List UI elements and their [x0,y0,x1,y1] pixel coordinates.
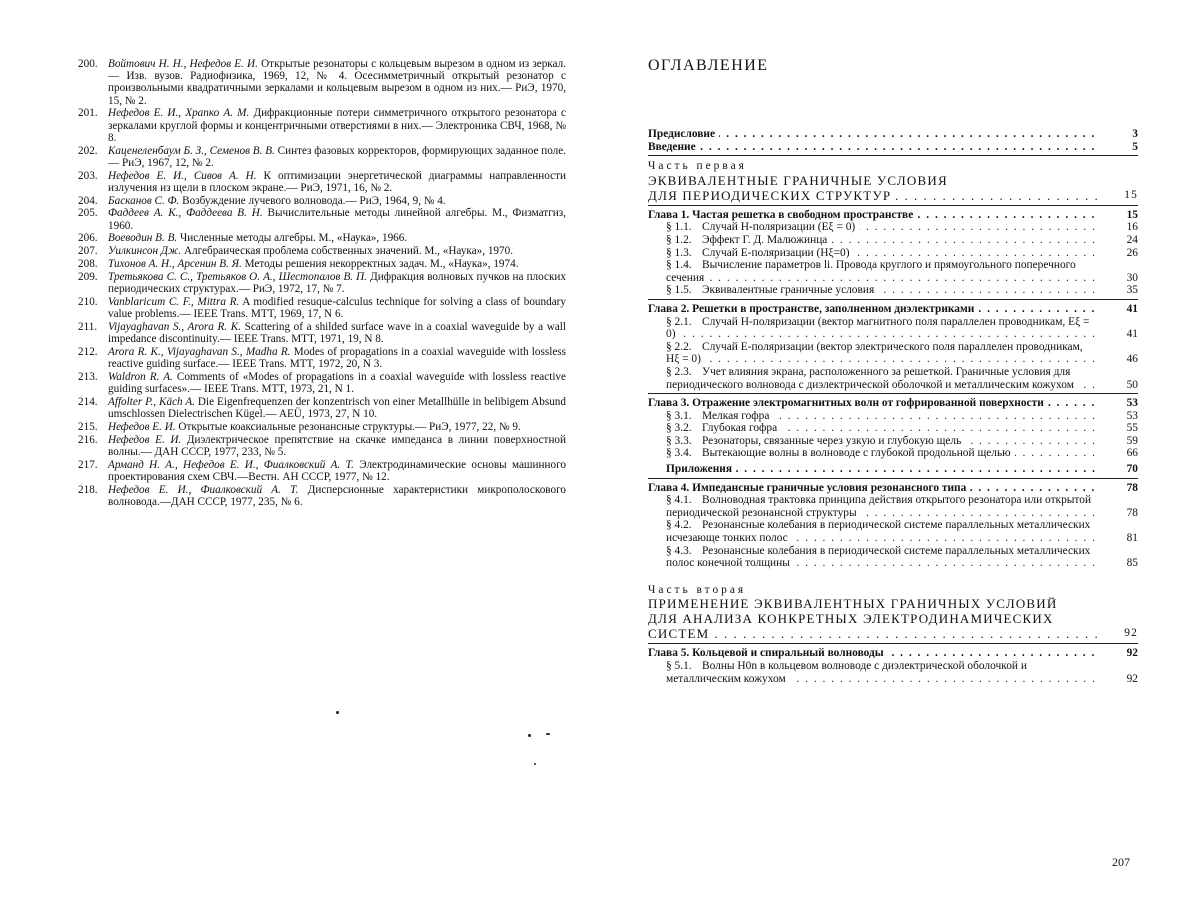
section-number: § 4.3. [666,544,692,557]
reference-authors: Каценеленбаум Б. З., Семенов В. В. [108,144,275,157]
reference-authors: Нефедов Е. И., Сивов А. Н. [108,169,257,182]
reference-text [108,145,566,169]
reference-text [108,434,566,458]
reference-authors: Arora R. K., Vijayaghavan S., Madha R. [108,345,291,358]
section-title [666,247,854,259]
section-number: § 2.2. [666,340,692,353]
reference-number: 208. [78,258,98,270]
section-title [666,447,1015,459]
section-label: Случай H-поляризации (вектор магнитного поля параллелен проводникам, Eξ = 0) [666,315,1090,341]
section-number: § 1.2. [666,233,692,246]
reference-entry [78,232,566,244]
divider [648,478,1138,479]
section-title [666,494,1091,519]
toc-section-entry[interactable] [648,247,1138,260]
reference-text [108,271,566,295]
reference-title: Дисперсионные характеристики микрополоскового волновода.—ДАН СССР, 1977, 235, № 6. [108,483,566,508]
toc-section-entry[interactable] [648,545,1138,570]
reference-title: Алгебраическая проблема собственных значений. М., «Наука», 1970. [181,245,514,258]
toc-page-number: 66 [1126,447,1138,460]
section-title [666,221,859,233]
reference-authors: Vanblaricum C. F., Mittra R. [108,295,240,308]
divider [648,393,1138,394]
reference-number: 200. [78,58,98,70]
section-label: Волноводная трактовка принципа действия открытого резонатора или открытой периодической резонансной структуры [666,494,1092,519]
reference-authors: Нефедов Е. И., Фиалковский А. Т. [108,483,299,496]
toc-entry-label: Предисловие [648,128,719,140]
reference-title: Численные методы алгебры. М., «Наука», 1966. [177,232,408,245]
reference-entry [78,107,566,144]
section-title [666,259,1076,284]
reference-text [108,396,566,420]
toc-section-entry[interactable] [648,341,1138,366]
toc-section-entry[interactable] [648,221,1138,234]
section-label: Глубокая гофра [702,422,778,435]
section-label: Резонаторы, связанные через узкую и глубокую щель [702,434,962,447]
reference-text [108,58,566,107]
section-label: Учет влияния экрана, расположенного за решеткой. Граничные условия для периодического волновода с диэлектрической оболочкой и металлическим кожухом [666,365,1074,391]
reference-number: 207. [78,245,98,258]
reference-text [108,296,566,320]
section-number: § 2.1. [666,315,692,328]
reference-number: 217. [78,458,98,471]
reference-number: 213. [78,370,98,383]
section-title [666,422,781,434]
reference-entry [78,434,566,458]
part-title-line: СИСТЕМ [648,626,713,641]
reference-number: 206. [78,232,98,245]
reference-entry [78,421,566,433]
reference-number: 211. [78,320,98,333]
toc-section-entry[interactable] [648,519,1138,544]
toc-page-number: 59 [1126,434,1138,447]
reference-number: 201. [78,107,98,120]
section-label: Случай H-поляризации (Eξ = 0) [702,221,856,234]
reference-number: 209. [78,270,98,283]
section-label: Резонансные колебания в периодической системе параллельных металлических исчезающе тонких полос [666,519,1091,545]
reference-number: 203. [78,169,98,182]
toc-section-entry[interactable] [648,494,1138,519]
reference-title: Электродинамические основы машинного проектирования схем СВЧ.—Вестн. АН СССР, 1977, № 12. [108,458,566,483]
toc-page-number: 41 [1126,302,1138,315]
reference-title: Дифракционные потери симметричного открытого резонатора с зеркалами круглой формы и концентричными отверстиями в них.— Электроника СВЧ, 1968, № 8. [108,107,566,144]
section-number: § 3.3. [666,434,692,447]
divider [648,155,1138,156]
reference-entry [78,484,566,508]
reference-authors: Waldron R. A. [108,370,173,383]
reference-title: Возбуждение лучевого волновода.— РиЭ, 1964, 9, № 4. [179,194,446,207]
section-label: Резонансные колебания в периодической системе параллельных металлических полос конечной толщины [666,544,1091,570]
reference-entry [78,346,566,370]
reference-entry [78,271,566,295]
reference-entry [78,170,566,194]
reference-entry [78,296,566,320]
section-title [666,435,965,447]
section-number: § 4.2. [666,519,692,532]
reference-title: Дифракция волновых пучков на плоских периодических структурах.— РиЭ, 1972, 17, № 7. [108,270,566,295]
section-title [666,341,1083,366]
toc-section-entry[interactable] [648,366,1138,391]
print-speck [546,733,550,735]
reference-authors: Тихонов А. Н., Арсенин В. Я. [108,258,242,270]
toc-page-number: 5 [1132,140,1138,153]
reference-text [108,321,566,345]
section-label: Вычисление параметров li. Провода круглого и прямоугольного поперечного сечения [666,259,1076,284]
section-number: § 3.2. [666,422,692,435]
toc-entry-appendix[interactable] [648,463,1138,476]
divider [648,205,1138,206]
divider [648,643,1138,644]
reference-title: Scattering of a shilded surface wave in a coaxial waveguide by a wall impedance discontinuity.— IEEE Trans. MTT, 1971, 19, N 8. [108,320,567,345]
reference-title: Вычислительные методы линейной алгебры. М., Физматгиз, 1960. [108,207,566,232]
section-label: Волны H0n в кольцевом волноводе с диэлектрической оболочкой и металлическим кожухом [666,660,1027,685]
reference-entry [78,245,566,257]
section-title [666,366,1078,391]
reference-authors: Фаддеев А. К., Фаддеева В. Н. [108,207,263,220]
chapter-title: Глава 3. Отражение электромагнитных волн от гофрированной поверхности [648,397,1048,409]
toc-page-number: 41 [1126,328,1138,341]
toc-entry-preface[interactable] [648,128,1138,141]
section-label: Эффект Г. Д. Малюжинца [702,233,828,246]
chapter-title: Глава 4. Импедансные граничные условия резонансного типа [648,482,970,494]
part-title-line: ДЛЯ АНАЛИЗА КОНКРЕТНЫХ ЭЛЕКТРОДИНАМИЧЕСКИХ [648,611,1054,627]
toc-section-entry[interactable] [648,435,1138,448]
reference-text [108,207,566,231]
page-number: 207 [1112,855,1130,869]
chapter-title: Глава 1. Частая решетка в свободном пространстве [648,209,917,221]
reference-authors: Басканов С. Ф. [108,194,180,207]
reference-authors: Воеводин В. В. [108,232,178,245]
reference-text [108,459,566,483]
part-title-line: ЭКВИВАЛЕНТНЫЕ ГРАНИЧНЫЕ УСЛОВИЯ [648,172,948,188]
toc-entry-chapter-5[interactable] [648,647,1138,660]
section-number: § 1.4. [666,259,692,272]
reference-number: 214. [78,395,98,408]
toc-section-entry[interactable] [648,410,1138,423]
reference-authors: Войтович Н. Н., Нефедов Е. И. [108,58,258,70]
reference-authors: Vijayaghavan S., Arora R. K. [108,320,242,333]
toc-page-number: 46 [1126,353,1138,366]
print-speck [528,734,531,737]
section-number: § 5.1. [666,660,692,672]
section-label: Случай E-поляризации (Hξ=0) [702,246,850,259]
reference-title: A modified resuque-calculus technique for solving a class of boundary value problems.— IEEE Trans. MTT, 1969, 17, N 6. [108,295,566,320]
toc-page-number: 78 [1126,506,1138,519]
reference-authors: Уилкинсон Дж. [108,245,182,258]
reference-text [108,346,566,370]
section-number: § 4.1. [666,494,692,507]
part-label: Часть первая [648,160,747,173]
reference-text [108,371,566,395]
toc-entry-intro[interactable] [648,141,1138,154]
toc-page-number: 85 [1126,557,1138,570]
reference-entry [78,371,566,395]
reference-entry [78,195,566,207]
reference-title: Открытые коаксиальные резонансные структуры.— РиЭ, 1977, 22, № 9. [175,420,521,433]
toc-entry-chapter-3[interactable] [648,397,1138,410]
toc-section-entry[interactable] [648,234,1138,247]
reference-title: Синтез фазовых корректоров, формирующих заданное поле.— РиЭ, 1967, 12, № 2. [108,144,566,169]
reference-text [108,195,566,207]
reference-text [108,421,566,433]
reference-text [108,484,566,508]
chapter-title: Глава 5. Кольцевой и спиральный волноводы [648,647,888,659]
reference-number: 215. [78,420,98,433]
toc-section-entry[interactable] [648,284,1138,297]
toc-page-number: 81 [1126,532,1138,545]
bibliography-list [78,58,566,509]
section-number: § 1.5. [666,284,692,297]
section-number: § 1.1. [666,221,692,234]
reference-entry [78,145,566,169]
reference-title: Comments of «Modes of propagations in a coaxial waveguide with lossless reactive guiding surfaces».— IEEE Trans. MTT, 1973, 21, N 1. [108,370,566,395]
reference-authors: Третьякова С. С., Третьяков О. А., Шестопалов В. П. [108,270,368,283]
reference-authors: Нефедов Е. И., Храпко А. М. [108,107,250,120]
section-label: Вытекающие волны в волноводе с глубокой продольной щелью [702,447,1011,460]
section-number: § 3.1. [666,409,692,422]
section-number: § 1.3. [666,246,692,259]
table-of-contents [648,128,1138,685]
reference-text [108,258,566,270]
toc-entry-chapter-4[interactable] [648,482,1138,495]
reference-title: Открытые резонаторы с кольцевым вырезом в одном из зеркал.— Изв. вузов. Радиофизика, 1969, 12, № 4. Осесимметричный открытый резонатор с произвольными квадратичными зеркалами и кольцевым вырезом в одном из них.— РиЭ, 1970, 15, № 2. [108,58,567,107]
toc-page-number: 53 [1126,409,1138,422]
reference-text [108,245,566,257]
reference-entry [78,258,566,270]
section-title [666,660,1027,685]
divider [648,299,1138,300]
reference-title: Modes of propagations in a coaxial waveguide with lossless reactive guiding surface.— IEEE Trans. MTT, 1972, 20, N 3. [108,345,566,370]
reference-title: К оптимизации энергетической диаграммы направленности излучения из щели в плоском экране.— РиЭ, 1971, 16, № 2. [108,169,566,194]
toc-entry-label: Приложения [666,463,736,475]
toc-section-entry[interactable] [648,259,1138,284]
reference-authors: Нефедов Е. И. [108,420,176,433]
toc-page-number: 70 [1126,463,1138,476]
reference-text [108,107,566,144]
reference-entry [78,207,566,231]
toc-page-number: 24 [1126,233,1138,246]
toc-entry-part2[interactable] [648,626,1138,641]
toc-page-number: 16 [1126,221,1138,234]
reference-authors: Affolter P., Käch A. [108,395,195,408]
reference-number: 205. [78,207,98,220]
reference-number: 204. [78,194,98,207]
toc-page-number: 53 [1126,397,1138,410]
toc-page-number: 15 [1124,188,1138,201]
toc-page-number: 26 [1126,246,1138,259]
section-title [666,316,1089,341]
toc-page-number: 3 [1132,128,1138,140]
reference-number: 212. [78,345,98,358]
reference-entry [78,459,566,483]
reference-authors: Арманд Н. А., Нефедов Е. И., Фиалковский А. Т. [108,458,354,471]
toc-entry-chapter-2[interactable] [648,303,1138,316]
reference-entry [78,58,566,107]
print-speck [534,763,536,765]
toc-page-number: 92 [1126,672,1138,685]
section-label: Случай E-поляризации (вектор электрического поля параллелен проводникам, Hξ = 0) [666,340,1083,366]
reference-number: 202. [78,144,98,157]
toc-page-number: 15 [1126,208,1138,221]
reference-text [108,232,566,244]
toc-page-number: 35 [1126,284,1138,297]
reference-number: 216. [78,433,98,446]
reference-title: Методы решения некорректных задач. М., «Наука», 1974. [241,258,519,270]
reference-number: 218. [78,483,98,496]
reference-title: Диэлектрическое препятствие на скачке импеданса в линии поверхностной волны.— ДАН СССР, 1977, 233, № 5. [108,433,567,458]
toc-page-number: 92 [1124,627,1138,640]
contents-title: ОГЛАВЛЕНИЕ [648,57,769,74]
part-label: Часть вторая [648,583,747,596]
section-title [666,284,878,296]
part-title-line: ПРИМЕНЕНИЕ ЭКВИВАЛЕНТНЫХ ГРАНИЧНЫХ УСЛОВИЙ [648,596,1058,612]
reference-entry [78,396,566,420]
toc-page-number: 92 [1126,647,1138,660]
section-label: Мелкая гофра [702,409,770,422]
toc-page-number: 78 [1126,481,1138,494]
print-speck [336,711,339,714]
reference-title: Die Eigenfrequenzen der konzentrisch von einer Metallhülle in belibigem Absund umschlossen Dielectrischen Kügel.— AEÜ, 1973, 27, N 10. [108,395,566,420]
toc-section-entry[interactable] [648,447,1138,460]
toc-page-number: 55 [1126,422,1138,435]
section-number: § 3.4. [666,447,692,460]
reference-authors: Нефедов Е. И. [108,433,182,446]
part-title-line: ДЛЯ ПЕРИОДИЧЕСКИХ СТРУКТУР [648,188,895,203]
section-label: Эквивалентные граничные условия [702,284,875,297]
toc-section-entry[interactable] [648,660,1138,685]
section-number: § 2.3. [666,365,692,378]
toc-page-number: 50 [1126,378,1138,391]
reference-entry [78,321,566,345]
section-title [666,519,1090,544]
toc-page-number: 30 [1126,271,1138,284]
reference-text [108,170,566,194]
section-title [666,234,831,246]
toc-entry-part1[interactable] [648,188,1138,203]
toc-entry-chapter-1[interactable] [648,209,1138,222]
toc-section-entry[interactable] [648,316,1138,341]
toc-section-entry[interactable] [648,422,1138,435]
section-title [666,410,773,422]
toc-entry-label: Введение [648,141,700,153]
chapter-title: Глава 2. Решетки в пространстве, заполненном диэлектриками [648,303,978,315]
reference-number: 210. [78,295,98,308]
section-title [666,545,1090,570]
